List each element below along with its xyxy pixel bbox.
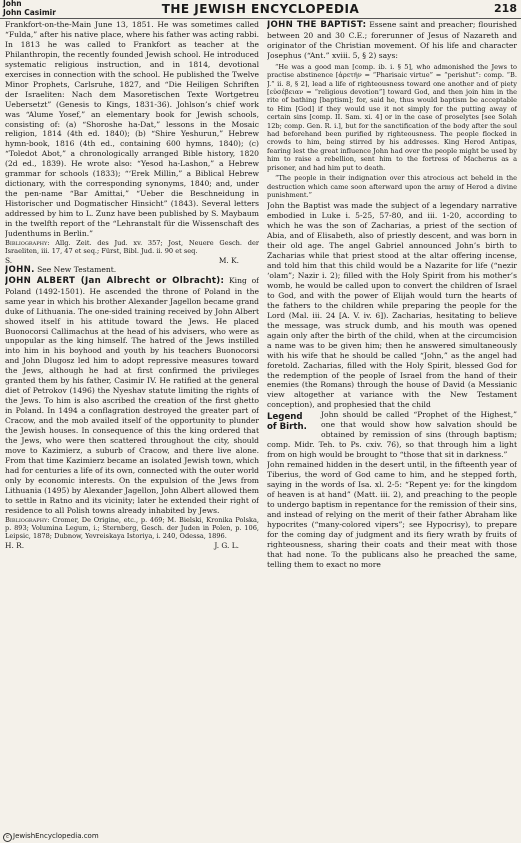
josephus-quote: “He was a good man [comp. ib. i. § 5], who admonished the Jews to practise abstinence [ἀρετήν = “Pharisaic virtue” = “perishut”: comp. “B. J.” ii. 8, § 2], lead a life of righteousness toward one another and of piety [εὐσέβειαν = “religious devotion”] toward God, and then join him in the rite of bathing [baptism]; for, said he, thus would baptism be acceptable to Him [God] if they would use it not simply for the putting away of certain sins [comp. II. Sam. xi. 4] or in the case of proselytes [see Solah 12b; comp. Gen. R. i.], but for the sanctification of the body after the soul had beforehand been purified by righteousness. The people flocked in crowds to him, being stirred by his addresses. King Herod Antipas, fearing lest the great influence John had over the people might be used by him to raise a rebellion, sent him to the fortress of Macherus as a prisoner, and had him put to death. bbox=[267, 62, 517, 172]
bibliography-text: Cromer, De Origine, etc., p. 469; M. Bielski, Kronika Polska, p. 893; Volumina Legum, i.; Sternberg, Gesch. der Juden in Polen, p. 106, Leipsic, 1878; Dubnow, Yevreiskaya Istoriya, i. 240, Odessa, 1896. bbox=[5, 515, 259, 541]
legend-paragraph-continued-text: John should be called “Prophet of the Highest,” one that would show how salvation should be obtained by remission of sins (through baptism; comp. Midr. Teh. to Ps. cxiv. 76), so that through him a light from on high would be brought to “those that sit in darkness.” bbox=[267, 410, 517, 460]
entry-heading-john: JOHN. bbox=[5, 264, 35, 275]
desert-ministry-paragraph: John remained hidden in the desert until, in the fifteenth year of Tiberius, the word of God came to him, and he stepped forth, saying in the words of Isa. xl. 2-5: “Repent ye: for the kingdom of heaven is at hand” (Matt. iii. 2), and preaching to the people to undergo baptism in repentance for the remission of their sins, and instead of relying on the merit of their father Abraham like hypocrites (“many-colored vipers”; see Hypocrisy), to prepare for the coming day of judgment and its fiery wrath by fruits of righteousness, sharing their coats and their meat with those that had none. To the publicans also he preached the same, telling them to exact no more bbox=[267, 460, 517, 569]
signature-initials-left: S. bbox=[5, 255, 13, 265]
bibliography-label: Bibliography: bbox=[5, 238, 50, 247]
page-header bbox=[0, 0, 521, 19]
copyright-icon: c bbox=[3, 833, 12, 842]
bibliography-johlson bbox=[5, 239, 259, 256]
page-number: 218 bbox=[494, 2, 517, 15]
john-the-baptist-intro bbox=[267, 20, 517, 61]
signature-initials-left: H. R. bbox=[5, 540, 25, 550]
legend-paragraph-continued bbox=[267, 410, 517, 460]
left-column bbox=[5, 20, 259, 829]
signature-initials-right: M. K. bbox=[218, 255, 239, 265]
running-head-first: John bbox=[3, 0, 22, 8]
running-head-last: John Casimir bbox=[3, 7, 56, 17]
john-albert-body: King of Poland (1492-1501). He ascended the throne of Poland in the same year in which his brother Alexander Jagellon became grand duke of Lithuania. The one-sided training received by John Albert showed itself in his attitude toward the Jews. He placed Buonocorsi Callimachus at the head of his advisers, who were as unpopular as the king himself. The hatred of the Jews instilled into him in his boyhood and youth by his teachers Buonocorsi and John Dlugosz led him to adopt repressive measures toward the Jews, although he had at first confirmed the privileges granted them by his father, Casimir IV. He ratified at the general diet of Petrokov (1496) the Nyeshav statute limiting the rights of the Jews. To him is also ascribed the creation of the first ghetto in Poland. In 1494 a conflagration destroyed the greater part of Cracow, and the mob availed itself of the opportunity to plunder the Jewish houses. In consequence of this the king ordered that the Jews, who were then scattered throughout the city, should move to Kazimierz, a suburb of Cracow, and there live alone. From that time Kazimierz became an isolated Jewish town, which had for centuries a life of its own, connected with the outer world only by economic interests. On the expulsion of the Jews from Lithuania (1495) by Alexander Jagellon, John Albert allowed them to settle in Ratno and its vicinity; later he extended their right of residence to all Polish towns already inhabited by Jews. bbox=[5, 275, 259, 515]
entry-heading-john-albert: JOHN ALBERT (Jan Albrecht or Olbracht): bbox=[5, 275, 225, 286]
sidenote-legend-of-birth: Legend of Birth. bbox=[267, 412, 307, 433]
right-column bbox=[267, 20, 517, 829]
josephus-quote-continued: “The people in their indignation over this atrocious act beheld in the destruction which came soon afterward upon the army of Herod a divine punishment.” bbox=[267, 174, 517, 199]
signature-john-albert bbox=[5, 541, 259, 550]
watermark-text: JewishEncyclopedia.com bbox=[13, 832, 99, 840]
john-albert-article bbox=[5, 276, 259, 516]
signature-johlson bbox=[5, 256, 259, 265]
entry-heading-john-the-baptist: JOHN THE BAPTIST: bbox=[267, 20, 367, 30]
publication-title: THE JEWISH ENCYCLOPEDIA bbox=[161, 2, 360, 16]
see-reference-text: See New Testament. bbox=[34, 264, 117, 274]
signature-initials-right: J. G. L. bbox=[214, 540, 239, 550]
john-the-baptist-intro-text: Essene saint and preacher; flourished between 20 and 30 C.E.; forerunner of Jesus of Nazareth and originator of the Christian movement. Of his life and character Josephus (“Ant.” xviii. 5, § 2) says: bbox=[267, 20, 517, 60]
see-reference bbox=[5, 265, 259, 276]
johlson-body: Frankfort-on-the-Main June 13, 1851. He was sometimes called “Fulda,” after his native place, where his father was acting rabbi. In 1813 he was called to Frankfort as teacher at the Philanthropin, the recently founded Jewish school. He introduced systematic religious instruction, and in 1814, devotional exercises in connection with the school. He published the Twelve Minor Prophets, Carlsruhe, 1827, and “Die Heiligen Schriften der Israeliten: Nach dem Masoretischen Texte Wortgetreu Uebersetzt” (Genesis to Kings, 1831-36). Johlson’s chief work was “Alume Yosef,” an elementary book for Jewish schools, consisting of: (a) “Shoroshe ha-Dat,” lessons in the Mosaic religion, 1814 (4th ed. 1840); (b) “Shire Yeshurun,” Hebrew hymn-book, 1816 (4th ed., containing 600 hymns, 1840); (c) “Toledot Abot,” a chronologically arranged Bible history, 1820 (2d ed., 1839). He wrote also: “Yesod ha-Lashon,” a Hebrew grammar for schools (1833); “‘Erek Millin,” a Biblical Hebrew dictionary, with the corresponding synonyms, 1840; and, under the pen-name “Bar Amittai,” “Ueber die Beschneidung in Historischer und Dogmatischer Hinsicht” (1843). Several letters addressed by him to L. Zunz have been published by S. Maybaum in the twelfth report of the “Lehranstalt für die Wissenschaft des Judenthums in Berlin.” bbox=[5, 20, 259, 239]
watermark bbox=[3, 832, 99, 842]
bibliography-john-albert bbox=[5, 516, 259, 541]
legend-paragraph: John the Baptist was made the subject of a legendary narrative embodied in Luke i. 5-25, 57-80, and iii. 1-20, according to which he was the son of Zacharias, a priest of the section of Abia, and of Elisabeth, also of priestly descent, and was born in their old age. The angel Gabriel announced John’s birth to Zacharias while that priest stood at the altar offering incense, and told him that this child would be a Nazarite for life (“nezir ‘olam”; Nazir i. 2); filled with the Holy Spirit from his mother’s womb, he would be called upon to convert the children of Israel to God, and with the power of Elijah would turn the hearts of the fathers to the children while preparing the people for the Lord (Mal. iii. 24 [A. V. iv. 6]). Zacharias, hesitating to believe the message, was struck dumb, and his mouth was opened again only after the birth of the child, when at the circumcision a name was to be given him; then he answered simultaneously with his wife that he should be called “John,” as the angel had foretold. Zacharias, filled with the Holy Spirit, blessed God for the redemption of the people of Israel from the hand of their enemies (the Romans) through the house of David (a Messianic view altogether at variance with the New Testament conception), and prophesied that the child bbox=[267, 201, 517, 410]
bibliography-label: Bibliography: bbox=[5, 515, 50, 524]
bibliography-text: Allg. Zeit. des Jud. xv. 357; Jost, Neuere Gesch. der Israeliten, iii. 17, 47 et seq.; Fürst, Bibl. Jud. ii. 90 et seq. bbox=[5, 238, 259, 256]
